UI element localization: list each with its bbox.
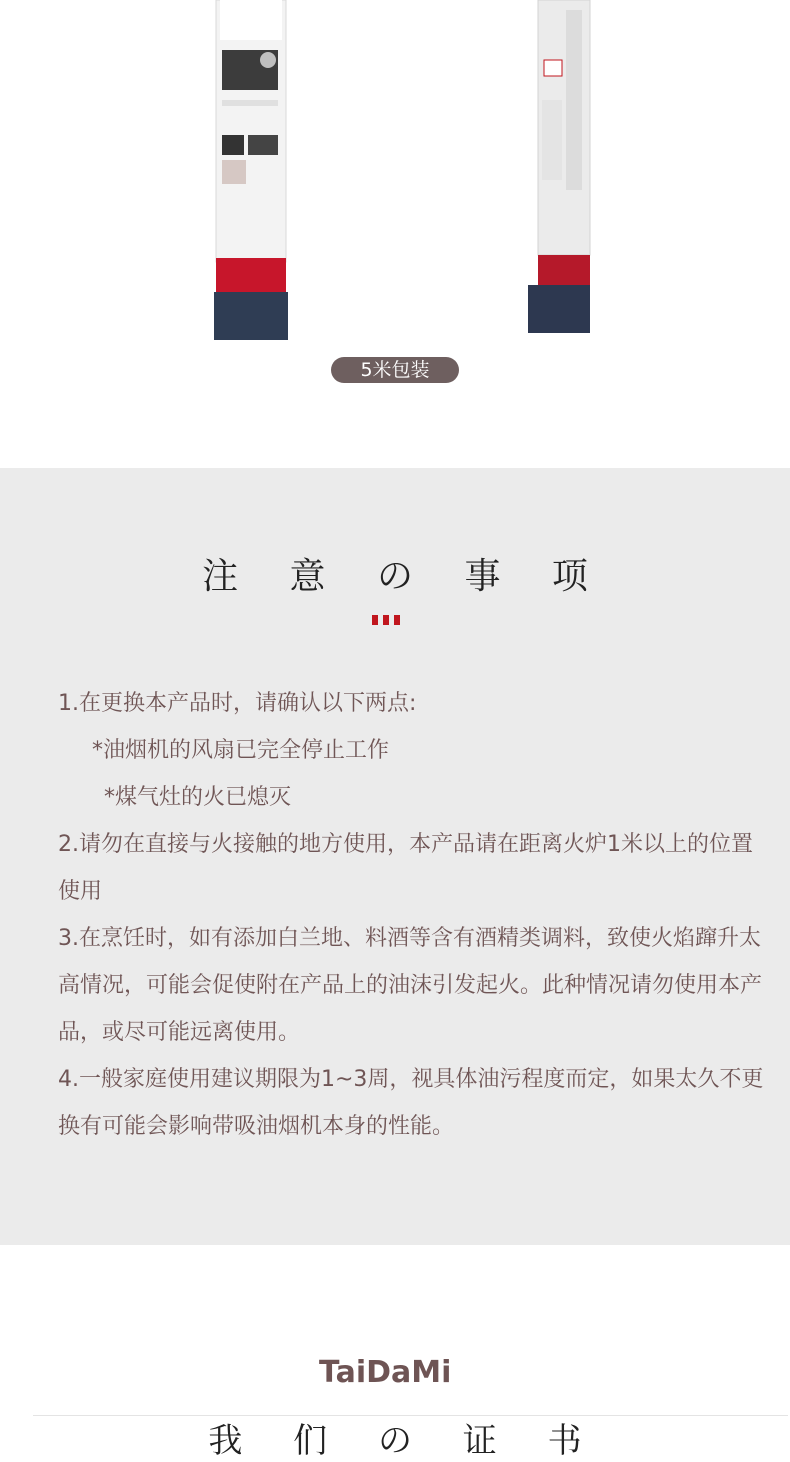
notice-item-2: 2.请勿在直接与火接触的地方使用，本产品请在距离火炉1米以上的位置使用 [58,832,753,904]
notice-list [58,680,768,1150]
notice-item-1: 1.在更换本产品时，请确认以下两点: [58,691,417,716]
divider-mark [394,615,400,625]
certificate-section [0,1245,790,1461]
product-roll-back-image [524,0,594,333]
notice-item-4: 4.一般家庭使用建议期限为1~3周，视具体油污程度而定，如果太久不更换有可能会影响带吸油烟机本身的性能。 [58,1067,764,1139]
notice-subitem-gas: *煤气灶的火已熄灭 [104,785,292,810]
brand-logo [319,1353,474,1389]
divider-mark [372,615,378,625]
product-roll-front-image [208,0,288,340]
product-image-section [0,0,790,468]
notice-subitem-fan: *油烟机的风扇已完全停止工作 [92,738,390,763]
certificate-title: 我 们 の 证 书 [208,1421,602,1461]
title-divider [372,615,402,625]
package-size-badge: 5米包装 [331,357,459,383]
svg-text:TaiDaMi: TaiDaMi [319,1355,452,1389]
notice-title: 注 意 の 事 项 [202,556,608,597]
notice-item-3: 3.在烹饪时，如有添加白兰地、料酒等含有酒精类调料，致使火焰蹿升太高情况，可能会促使附在产品上的油沫引发起火。此种情况请勿使用本产品，或尽可能远离使用。 [58,926,763,1045]
divider-mark [383,615,389,625]
notice-section [0,468,790,1245]
